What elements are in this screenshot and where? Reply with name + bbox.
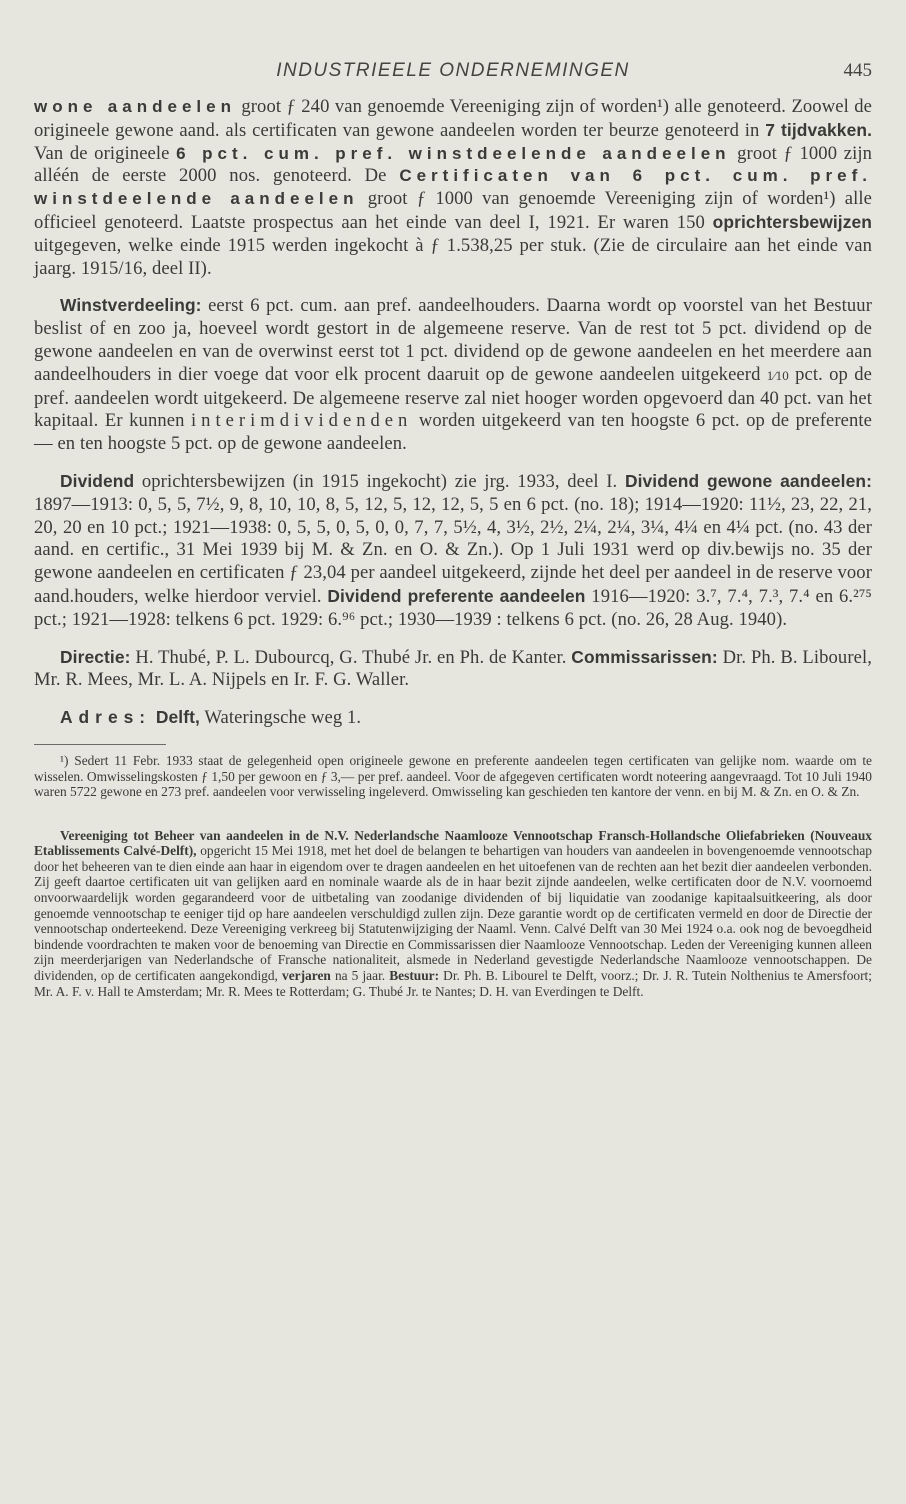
section-heading: Dividend preferente aandeelen — [327, 585, 586, 606]
spaced-term: interimdividenden — [191, 410, 413, 432]
text-run: H. Thubé, P. L. Dubourcq, G. Thubé Jr. en Ph. de Kanter. — [130, 646, 572, 668]
page-header — [34, 60, 872, 90]
running-title: INDUSTRIEELE ONDERNEMINGEN — [276, 60, 630, 81]
text-run: groot ƒ 1000 van genoemde Vereeniging zijn of worden¹) alle officieel genoteerd. Laatste prospectus aan het einde van deel I, 1921. Er waren 150 — [34, 188, 872, 233]
page-number: 445 — [843, 60, 872, 81]
text-run: 1916—1920: 3.⁷, 7.⁴, 7.³, 7.⁴ en 6.²⁷⁵ pct.; 1921—1928: telkens 6 pct. 1929: 6.⁹⁶ pct.; 1930—1939 : telkens 6 pct. (no. 26, 28 Aug. 1940). — [34, 585, 872, 630]
paragraph-dividend — [34, 470, 872, 632]
footnote-divider — [34, 744, 166, 745]
footnote-mark: ¹) — [60, 752, 69, 768]
section-heading: Dividend gewone aandeelen: — [624, 470, 872, 491]
entity-name: Vereeniging tot Beheer van aandeelen in de N.V. Nederlandsche Naamlooze Vennootschap Fransch-Hollandsche Oliefabrieken (Nouveaux Etablissements Calvé-Delft), — [34, 827, 872, 859]
section-heading: Adres: — [60, 707, 152, 728]
footnote-text: Sedert 11 Febr. 1933 staat de gelegenheid open origineele gewone en preferente aandeelen tegen certificaten van gelijke nom. waarde om te wisselen. Omwisselingskosten ƒ 1,50 per gewoon en ƒ 3,— per pref. aandeel. Voor de afgegeven certificaten wordt noteering aangevraagd. Tot 10 Juli 1940 waren 5722 gewone en 273 pref. aandeelen voor verwisseling ingeleverd. Omwisseling kan geschieden ten kantore der venn. en bij M. & Zn. en O. & Zn. — [34, 752, 872, 800]
text-run: groot ƒ 240 van genoemde Vereeniging zijn of worden¹) alle genoteerd. Zoowel de origineele gewone aand. als certificaten van gewone aandeelen worden ter beurze genoteerd in — [34, 96, 872, 141]
section-heading: Winstverdeeling: — [60, 295, 202, 316]
text-run: 1897—1913: 0, 5, 5, 7½, 9, 8, 10, 10, 8, 5, 12, 5, 12, 12, 5, 5 en 6 pct. (no. 18); 1914—1920: 11½, 23, 22, 21, 20, 20 en 10 pct.; 1921—1938: 0, 5, 5, 0, 5, 0, 0, 7, 7, 5½, 4, 3½, 2½, 2¼, 2¼, 3¼, 4¼ en 4¼ pct. (no. 43 der aand. en certific., 31 Mei 1939 bij M. & Zn. en O. & Zn.). Op 1 Juli 1931 werd op div.bewijs no. 35 der gewone aandeelen en certificaten ƒ 23,04 per aandeel uitgekeerd, zijnde het deel per aandeel in de reserve voor aand.houders, welke hierdoor verviel. — [34, 493, 872, 607]
paragraph-vereeniging — [34, 828, 872, 1000]
spaced-term: Certificaten van 6 pct. cum. pref. winstdeelende aandeelen — [34, 166, 872, 209]
spaced-term: wone aandeelen — [34, 97, 236, 116]
section-heading: Bestuur: — [389, 968, 440, 984]
text-run: eerst 6 pct. cum. aan pref. aandeelhouders. Daarna wordt op voorstel van het Bestuur beslist of en zoo ja, hoeveel wordt gestort in de algemeene reserve. Van de rest tot 5 pct. dividend op de gewone aandeelen en van de overwinst eerst tot 1 pct. dividend op de gewone aandeelen en het meerdere aan aandeelhouders in dier voege dat voor elk procent daaruit op de gewone aandeelen uitgekeerd — [34, 295, 872, 385]
text-run: Dr. Ph. B. Libourel te Delft, voorz.; Dr. J. R. Tutein Nolthenius te Amersfoort; Mr. A. F. v. Hall te Amsterdam; Mr. R. Mees te Rotterdam; G. Thubé Jr. te Nantes; D. H. van Everdingen te Delft. — [34, 968, 872, 999]
text-run: na 5 jaar. — [330, 968, 390, 984]
footnote — [34, 753, 872, 800]
spaced-term: 6 pct. cum. pref. winstdeelende aandeelen — [176, 143, 731, 163]
city-name: Delft, — [155, 707, 200, 728]
text-run: Dr. Ph. B. Libourel, Mr. R. Mees, Mr. L. A. Nijpels en Ir. F. G. Waller. — [34, 646, 872, 691]
paragraph-winstverdeeling — [34, 294, 872, 456]
text-run: pct. op de pref. aandeelen wordt uitgekeerd. De algemeene reserve zal niet hooger worden opgevoerd dan 40 pct. van het kapitaal. Er kunnen — [34, 363, 872, 432]
text-run: Wateringsche weg 1. — [199, 707, 362, 729]
paragraph-adres — [34, 706, 872, 730]
section-heading: Dividend — [60, 470, 135, 491]
section-heading: Commissarissen: — [571, 646, 718, 667]
page-body — [34, 96, 872, 999]
text-run: groot ƒ 1000 zijn alléén de eerste 2000 nos. genoteerd. De — [34, 142, 872, 187]
text-run: oprichtersbewijzen (in 1915 ingekocht) zie jrg. 1933, deel I. — [134, 470, 625, 492]
fraction: 1⁄10 — [766, 367, 789, 383]
paragraph-listing — [34, 96, 872, 280]
bold-term: 7 tijdvakken. — [765, 119, 872, 140]
text-run: worden uitgekeerd van ten hoogste 6 pct. op de preferente — en ten hoogste 5 pct. op de gewone aandeelen. — [34, 410, 872, 455]
bold-term: oprichtersbewijzen — [712, 211, 872, 232]
text-run: uitgegeven, welke einde 1915 werden ingekocht à ƒ 1.538,25 per stuk. (Zie de circulaire aan het einde van jaarg. 1915/16, deel II). — [34, 234, 872, 279]
paragraph-directie — [34, 646, 872, 693]
section-heading: Directie: — [60, 646, 131, 667]
text-run: Van de origineele — [34, 142, 177, 164]
text-run: opgericht 15 Mei 1918, met het doel de belangen te behartigen van houders van aandeelen in bovengenoemde vennootschap door het beheeren van te dien einde aan haar in eigendom over te dragen aandeelen en het uitoefenen van de rechten aan het bezit dier aandeelen verbonden. Zij geeft daartoe certificaten uit van gelijken aard en nominale waarde als de in haar bezit zijnde aandeelen, welke certificaten door de N.V. voornoemd onvoorwaardelijk worden gegarandeerd voor de uitbetaling van zoodanige dividenden of bij liquidatie van zoodanige kapitaalsuitkeering, als door genoemde vennootschap te eeniger tijd op hare aandeelen verschuldigd zullen zijn. Deze garantie wordt op de certificaten vermeld en door de Directie der vennootschap onderteekend. Deze Vereeniging verkreeg bij Statutenwijziging der Naaml. Venn. Calvé Delft van 30 Mei 1924 o.a. ook nog de bevoegdheid bindende voordrachten te maken voor de benoeming van Directie en Commissarissen dier Naamlooze Vennootschap. Leden der Vereeniging kunnen alleen zijn meerderjarigen van Nederlandsche of Fransche nationaliteit, alsmede in Nederland gevestigde Nederlandsche Naamlooze vennootschappen. De dividenden, op de certificaten aangekondigd, — [34, 843, 872, 984]
bold-term: verjaren — [282, 968, 331, 984]
